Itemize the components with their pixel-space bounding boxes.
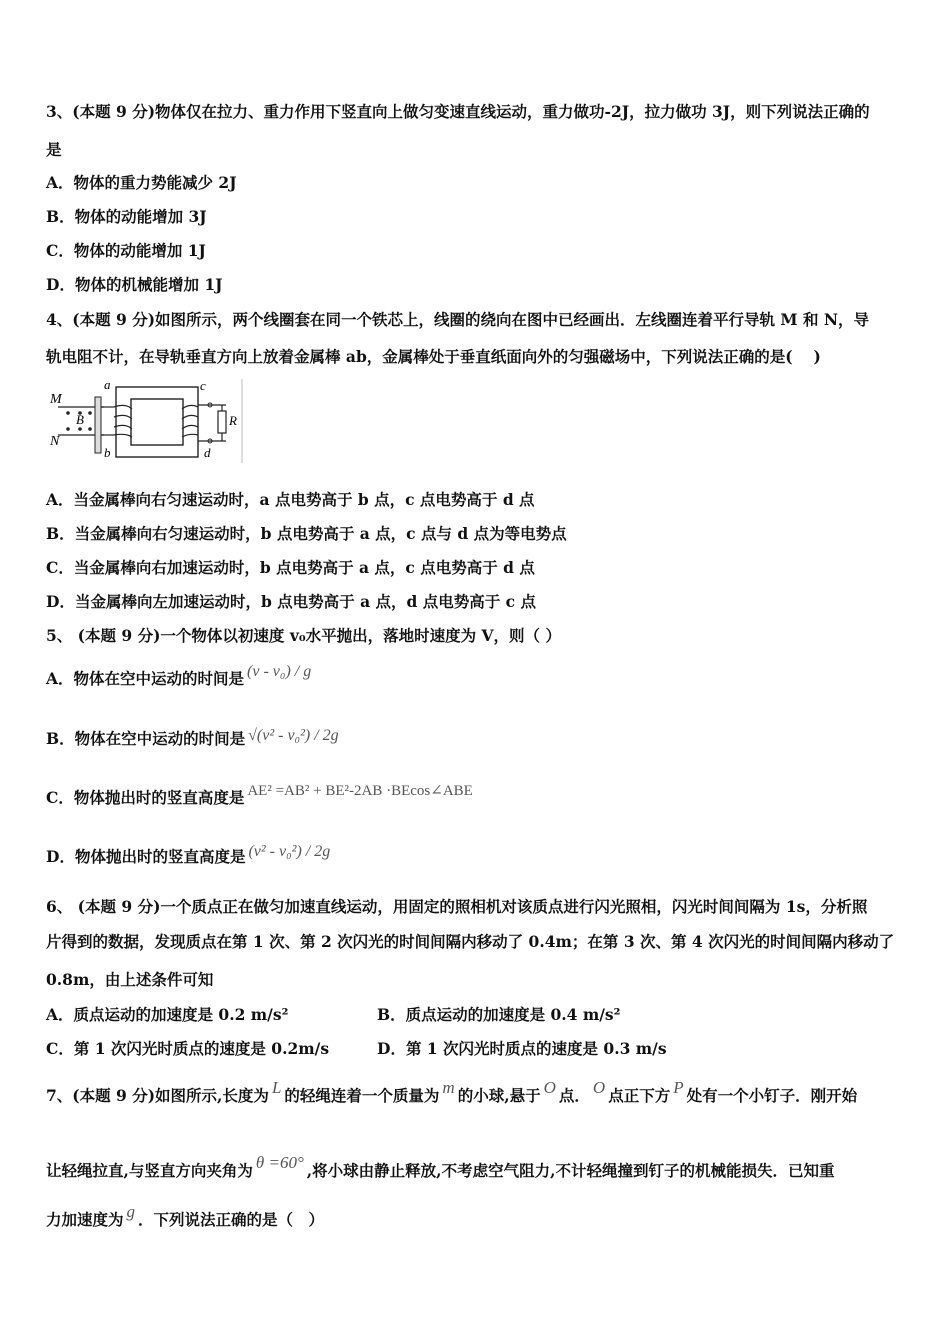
q4-option-a: A．当金属棒向右匀速运动时，a 点电势高于 b 点，c 点电势高于 d 点 [46,490,535,509]
q6-row2 [46,1038,910,1060]
q7-stem-line1 [46,1078,910,1107]
q5-option-c-text: C．物体抛出时的竖直高度是 [46,788,245,807]
q5-stem: 5、 (本题 9 分)一个物体以初速度 v₀水平抛出，落地时速度为 V，则（ ） [46,626,561,645]
q3-stem-line1: 3、(本题 9 分)物体仅在拉力、重力作用下竖直向上做匀变速直线运动，重力做功-2J，拉力做功 3J，则下列说法正确的 [46,102,870,121]
q5-option-a [46,663,910,691]
q7-stem-line3 [46,1202,910,1231]
q5-option-b-text: B．物体在空中运动的时间是 [46,729,246,748]
q7-text-2: 的轻绳连着一个质量为 [284,1086,440,1105]
q7-stem-line2 [46,1153,910,1182]
q7-text-9: 力加速度为 [46,1210,124,1229]
q4-option-b: B．当金属棒向右匀速运动时，b 点电势高于 a 点，c 点与 d 点为等电势点 [46,524,567,543]
q3-option-d: D．物体的机械能增加 1J [46,275,223,294]
q6-option-d: D．第 1 次闪光时质点的速度是 0.3 m/s [377,1039,667,1058]
symbol-theta: θ =60° [255,1153,304,1172]
label-R: R [229,413,237,428]
label-M: M [50,392,62,407]
q6-stem-line2: 片得到的数据，发现质点在第 1 次、第 2 次闪光的时间间隔内移动了 0.4m；在第 3 次、第 4 次闪光的时间间隔内移动了 [46,932,895,951]
coil-circuit-figure [46,377,246,465]
symbol-O: O [543,1078,556,1097]
q5-option-d [46,843,910,869]
q4-option-c: C．当金属棒向右加速运动时，b 点电势高于 a 点，c 点电势高于 d 点 [46,558,535,577]
q5-option-b [46,728,910,751]
q3-option-a: A．物体的重力势能减少 2J [46,173,237,192]
q3-stem-line2: 是 [46,140,62,159]
q5-option-a-text: A．物体在空中运动的时间是 [46,669,245,688]
q5-option-d-text: D．物体抛出时的竖直高度是 [46,847,246,866]
label-c: c [200,378,206,393]
symbol-O-2: O [592,1078,606,1097]
q7-text-7: 让轻绳拉直,与竖直方向夹角为 [46,1161,253,1180]
q3-option-b: B．物体的动能增加 3J [46,207,207,226]
label-a: a [104,377,111,392]
q5-option-c-formula: AE² =AB² + BE²-2AB ·BEcos∠ABE [247,783,473,799]
q7-text-8: ,将小球由静止释放,不考虑空气阻力,不计轻绳撞到钉子的机械能损失．已知重 [306,1161,835,1180]
q5-option-a-formula: (v - v₀) / g [247,663,312,680]
label-d: d [204,445,211,460]
q5-option-b-formula: √(v² - v₀²) / 2g [248,727,339,744]
symbol-g: g [126,1202,136,1221]
q6-option-b: B．质点运动的加速度是 0.4 m/s² [377,1005,621,1024]
q7-text-10: ．下列说法正确的是（ ） [138,1210,325,1229]
label-N: N [50,434,60,449]
q7-text-5: 点正下方 [608,1086,671,1105]
q7-text-4: 点． [558,1086,590,1105]
label-b: b [104,445,111,460]
q6-stem-line3: 0.8m，由上述条件可知 [46,970,214,989]
q7-text-6: 处有一个小钉子．刚开始 [686,1086,858,1105]
q6-row1 [46,1004,910,1026]
label-B: B [76,412,84,427]
q5-option-c [46,783,910,810]
symbol-m: m [442,1078,455,1097]
q4-stem-line2: 轨电阻不计，在导轨垂直方向上放着金属棒 ab，金属棒处于垂直纸面向外的匀强磁场中，下列说法正确的是( ) [46,347,821,366]
q3-option-c: C．物体的动能增加 1J [46,241,206,260]
q7-text-3: 的小球,悬于 [457,1086,541,1105]
q6-option-a: A．质点运动的加速度是 0.2 m/s² [46,1005,289,1024]
q4-stem-line1: 4、(本题 9 分)如图所示，两个线圈套在同一个铁芯上，线圈的绕向在图中已经画出．左线圈连着平行导轨 M 和 N，导 [46,310,870,329]
symbol-P: P [673,1078,684,1097]
symbol-L: L [271,1078,282,1097]
q6-stem-line1: 6、 (本题 9 分)一个质点正在做匀加速直线运动，用固定的照相机对该质点进行闪光照相，闪光时间间隔为 1s，分析照 [46,897,868,916]
q6-option-c: C．第 1 次闪光时质点的速度是 0.2m/s [46,1039,330,1058]
q7-text-1: 7、(本题 9 分)如图所示,长度为 [46,1086,269,1105]
q5-option-d-formula: (v² - v₀²) / 2g [248,843,331,860]
q4-option-d: D．当金属棒向左加速运动时，b 点电势高于 a 点，d 点电势高于 c 点 [46,592,536,611]
